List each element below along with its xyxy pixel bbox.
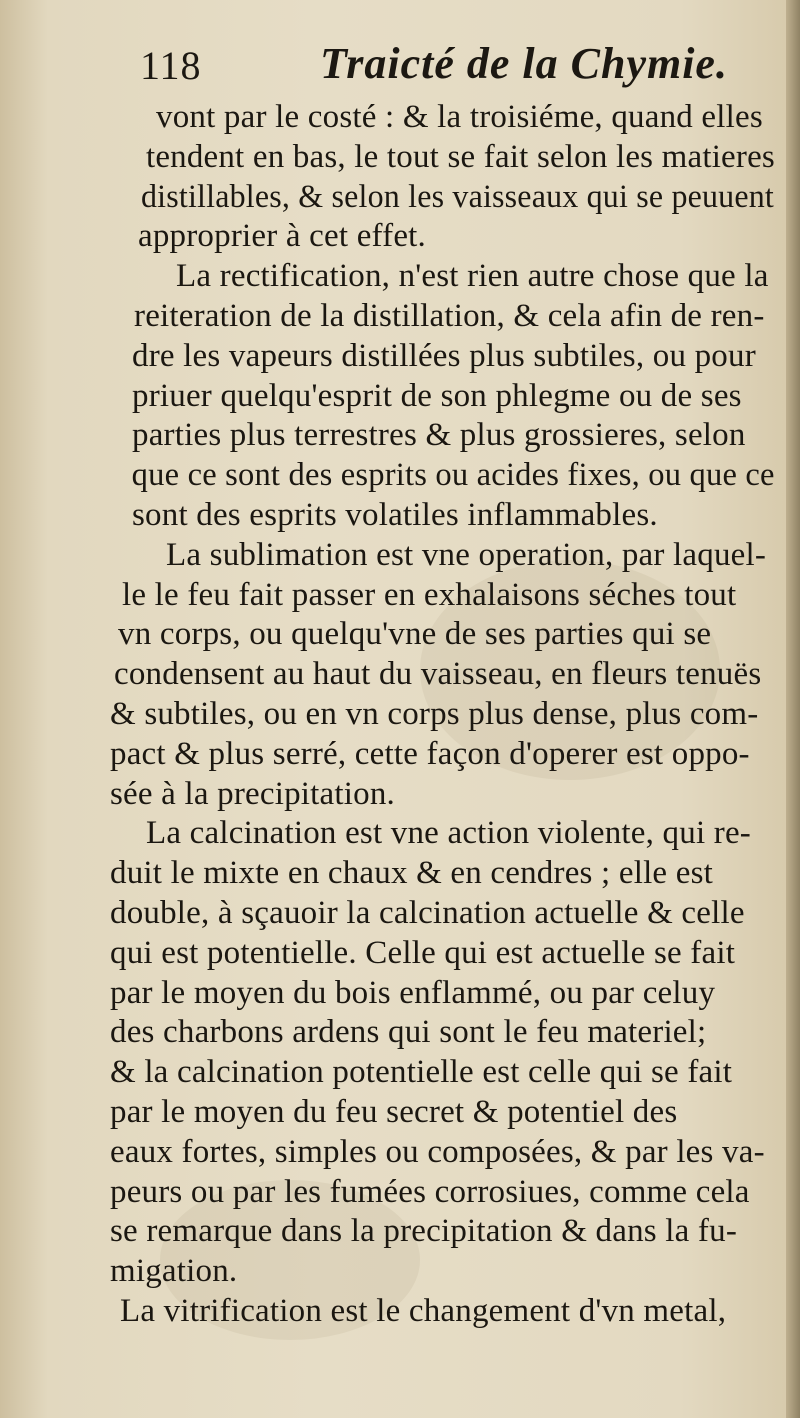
text-line: sée à la precipitation. xyxy=(110,775,395,812)
paragraph-calcination xyxy=(110,814,780,1292)
page-gutter xyxy=(786,0,800,1418)
text-line: par le moyen du feu secret & potentiel des xyxy=(110,1093,678,1130)
text-line: La calcination est vne action violente, qui re- xyxy=(146,815,751,852)
text-line: des charbons ardens qui sont le feu materiel; xyxy=(110,1014,707,1051)
page-header xyxy=(140,36,760,96)
text-line: & la calcination potentielle est celle qui se fait xyxy=(110,1054,733,1091)
text-line: dre les vapeurs distillées plus subtiles, ou pour xyxy=(132,337,756,374)
text-line: vn corps, ou quelqu'vne de ses parties qui se xyxy=(118,616,712,653)
paragraph-sublimation xyxy=(110,536,780,815)
text-line: sont des esprits volatiles inflammables. xyxy=(132,496,658,533)
text-line: approprier à cet effet. xyxy=(138,218,426,255)
body-text xyxy=(110,98,780,1332)
text-line: migation. xyxy=(110,1253,238,1290)
running-title: Traicté de la Chymie. xyxy=(320,39,728,88)
text-line: & subtiles, ou en vn corps plus dense, plus com- xyxy=(110,695,759,732)
text-line: se remarque dans la precipitation & dans la fu- xyxy=(110,1213,738,1250)
text-line: reiteration de la distillation, & cela afin de ren- xyxy=(134,297,765,334)
text-line: priuer quelqu'esprit de son phlegme ou de ses xyxy=(132,377,742,414)
text-line: eaux fortes, simples ou composées, & par les va- xyxy=(110,1133,765,1170)
paragraph-distillation-end xyxy=(110,98,780,257)
text-line: La vitrification est le changement d'vn metal, xyxy=(120,1292,727,1329)
text-line: parties plus terrestres & plus grossieres, selon xyxy=(132,417,746,454)
text-line: pact & plus serré, cette façon d'operer est oppo- xyxy=(110,735,750,772)
text-line: vont par le costé : & la troisiéme, quand elles xyxy=(156,99,763,135)
paragraph-vitrification xyxy=(110,1292,780,1332)
text-line: La sublimation est vne operation, par laquel- xyxy=(166,536,767,573)
text-line: peurs ou par les fumées corrosiues, comme cela xyxy=(110,1173,750,1210)
page-number: 118 xyxy=(140,43,202,88)
text-line: le le feu fait passer en exhalaisons séches tout xyxy=(122,576,737,613)
paragraph-rectification xyxy=(110,257,780,536)
text-line: qui est potentielle. Celle qui est actuelle se fait xyxy=(110,934,736,971)
text-line: duit le mixte en chaux & en cendres ; elle est xyxy=(110,855,713,892)
text-line: par le moyen du bois enflammé, ou par celuy xyxy=(110,974,716,1011)
text-line: condensent au haut du vaisseau, en fleurs tenuës xyxy=(114,656,762,693)
text-line: distillables, & selon les vaisseaux qui se peuuent xyxy=(141,178,775,215)
text-line: double, à sçauoir la calcination actuelle & celle xyxy=(110,894,745,931)
text-line: tendent en bas, le tout se fait selon les matieres xyxy=(145,138,775,175)
text-line: que ce sont des esprits ou acides fixes, ou que ce xyxy=(131,457,775,494)
text-line: La rectification, n'est rien autre chose que la xyxy=(176,258,769,295)
